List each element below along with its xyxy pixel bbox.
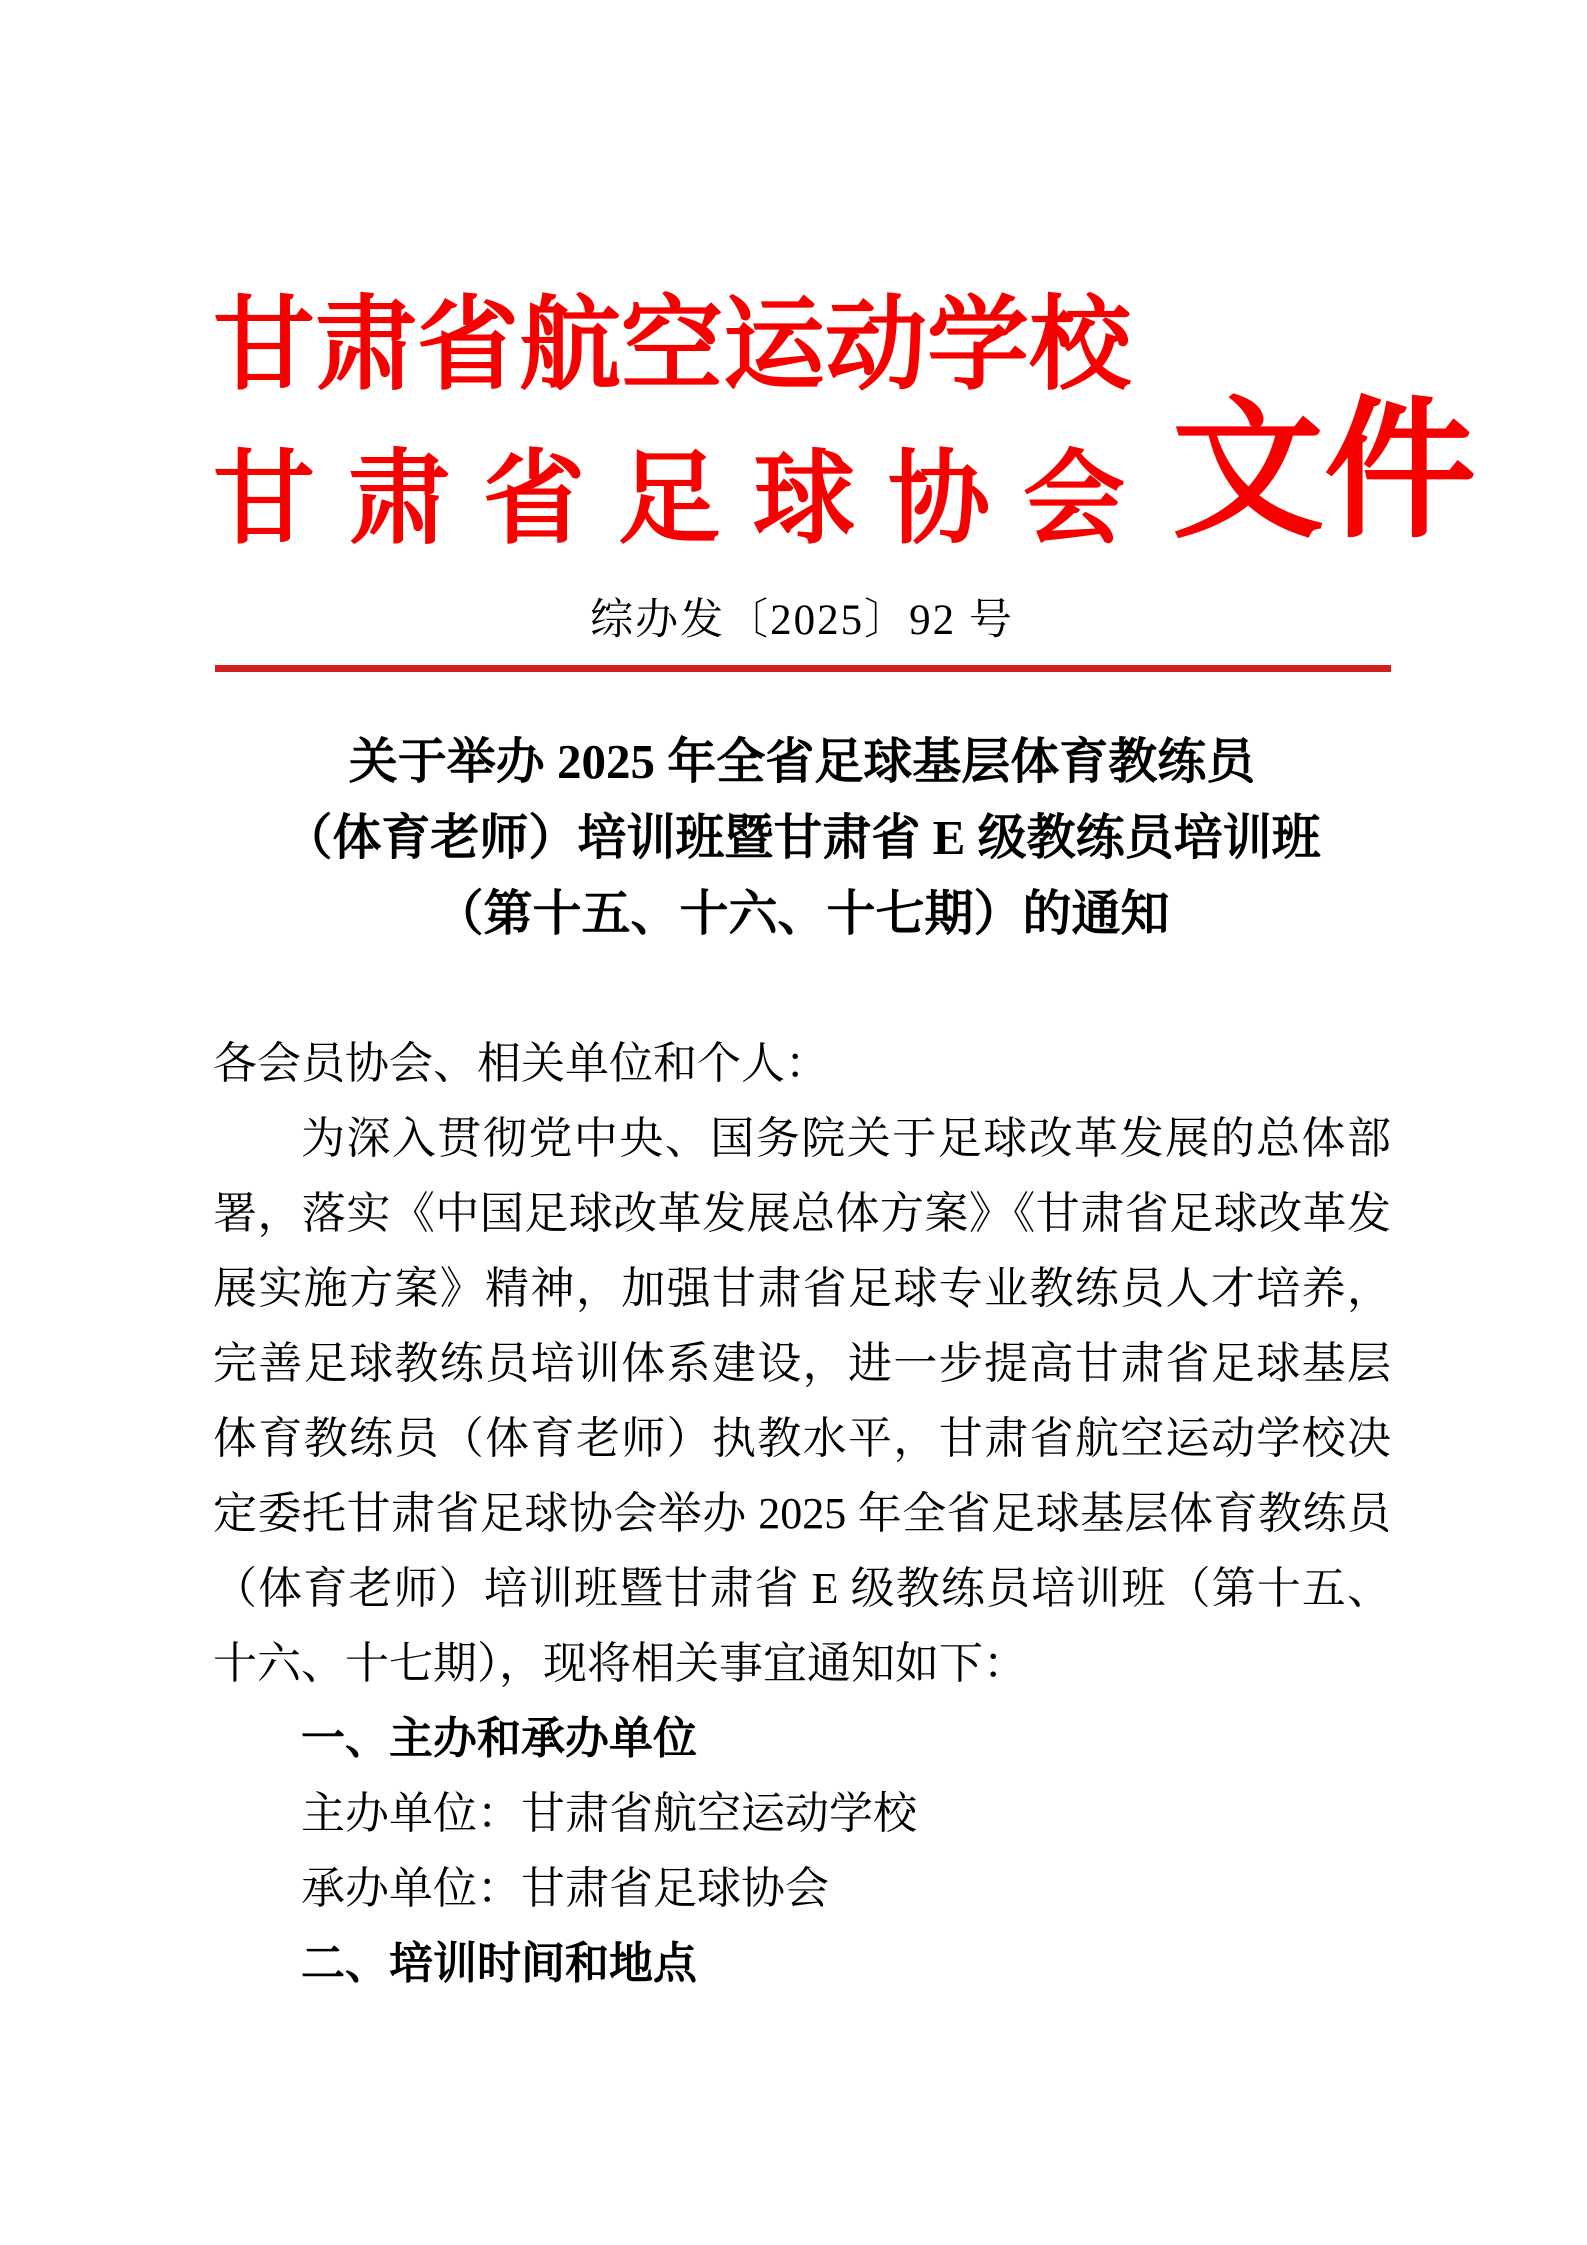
host-unit-line: 主办单位：甘肃省航空运动学校 [301, 1789, 917, 1838]
title-line-1: 关于举办 2025 年全省足球基层体育教练员 [348, 734, 1256, 789]
issuing-org-line1: 甘肃省航空运动学校 [213, 290, 1131, 403]
header-divider-line [215, 665, 1391, 672]
section-1-heading: 一、主办和承办单位 [301, 1714, 697, 1763]
issuing-org-line2: 甘肃省足球协会 [213, 444, 1158, 557]
organizer-unit-line: 承办单位：甘肃省足球协会 [301, 1864, 829, 1913]
intro-paragraph: 为深入贯彻党中央、国务院关于足球改革发展的总体部署，落实《中国足球改革发展总体方案》《甘肃省足球改革发展实施方案》精神，加强甘肃省足球专业教练员人才培养，完善足球教练员培训体系建设，进一步提高甘肃省足球基层体育教练员（体育老师）执教水平，甘肃省航空运动学校决定委托甘肃省足球协会举办 2025 年全省足球基层体育教练员（体育老师）培训班暨甘肃省 E 级教练员培训班（第十五、十六、十七期），现将相关事宜通知如下： [213, 1114, 1391, 1688]
title-line-2: （体育老师）培训班暨甘肃省 E 级教练员培训班 [283, 810, 1321, 865]
title-line-3: （第十五、十六、十七期）的通知 [434, 886, 1170, 941]
section-2-heading: 二、培训时间和地点 [301, 1939, 697, 1988]
document-title [213, 724, 1391, 952]
doc-reference-number: 综办发〔2025〕92 号 [590, 597, 1014, 644]
salutation-line: 各会员协会、相关单位和个人： [213, 1039, 829, 1088]
document-body [213, 1026, 1391, 2001]
doc-type-label: 文件 [1172, 388, 1476, 556]
letterhead [213, 290, 1158, 557]
